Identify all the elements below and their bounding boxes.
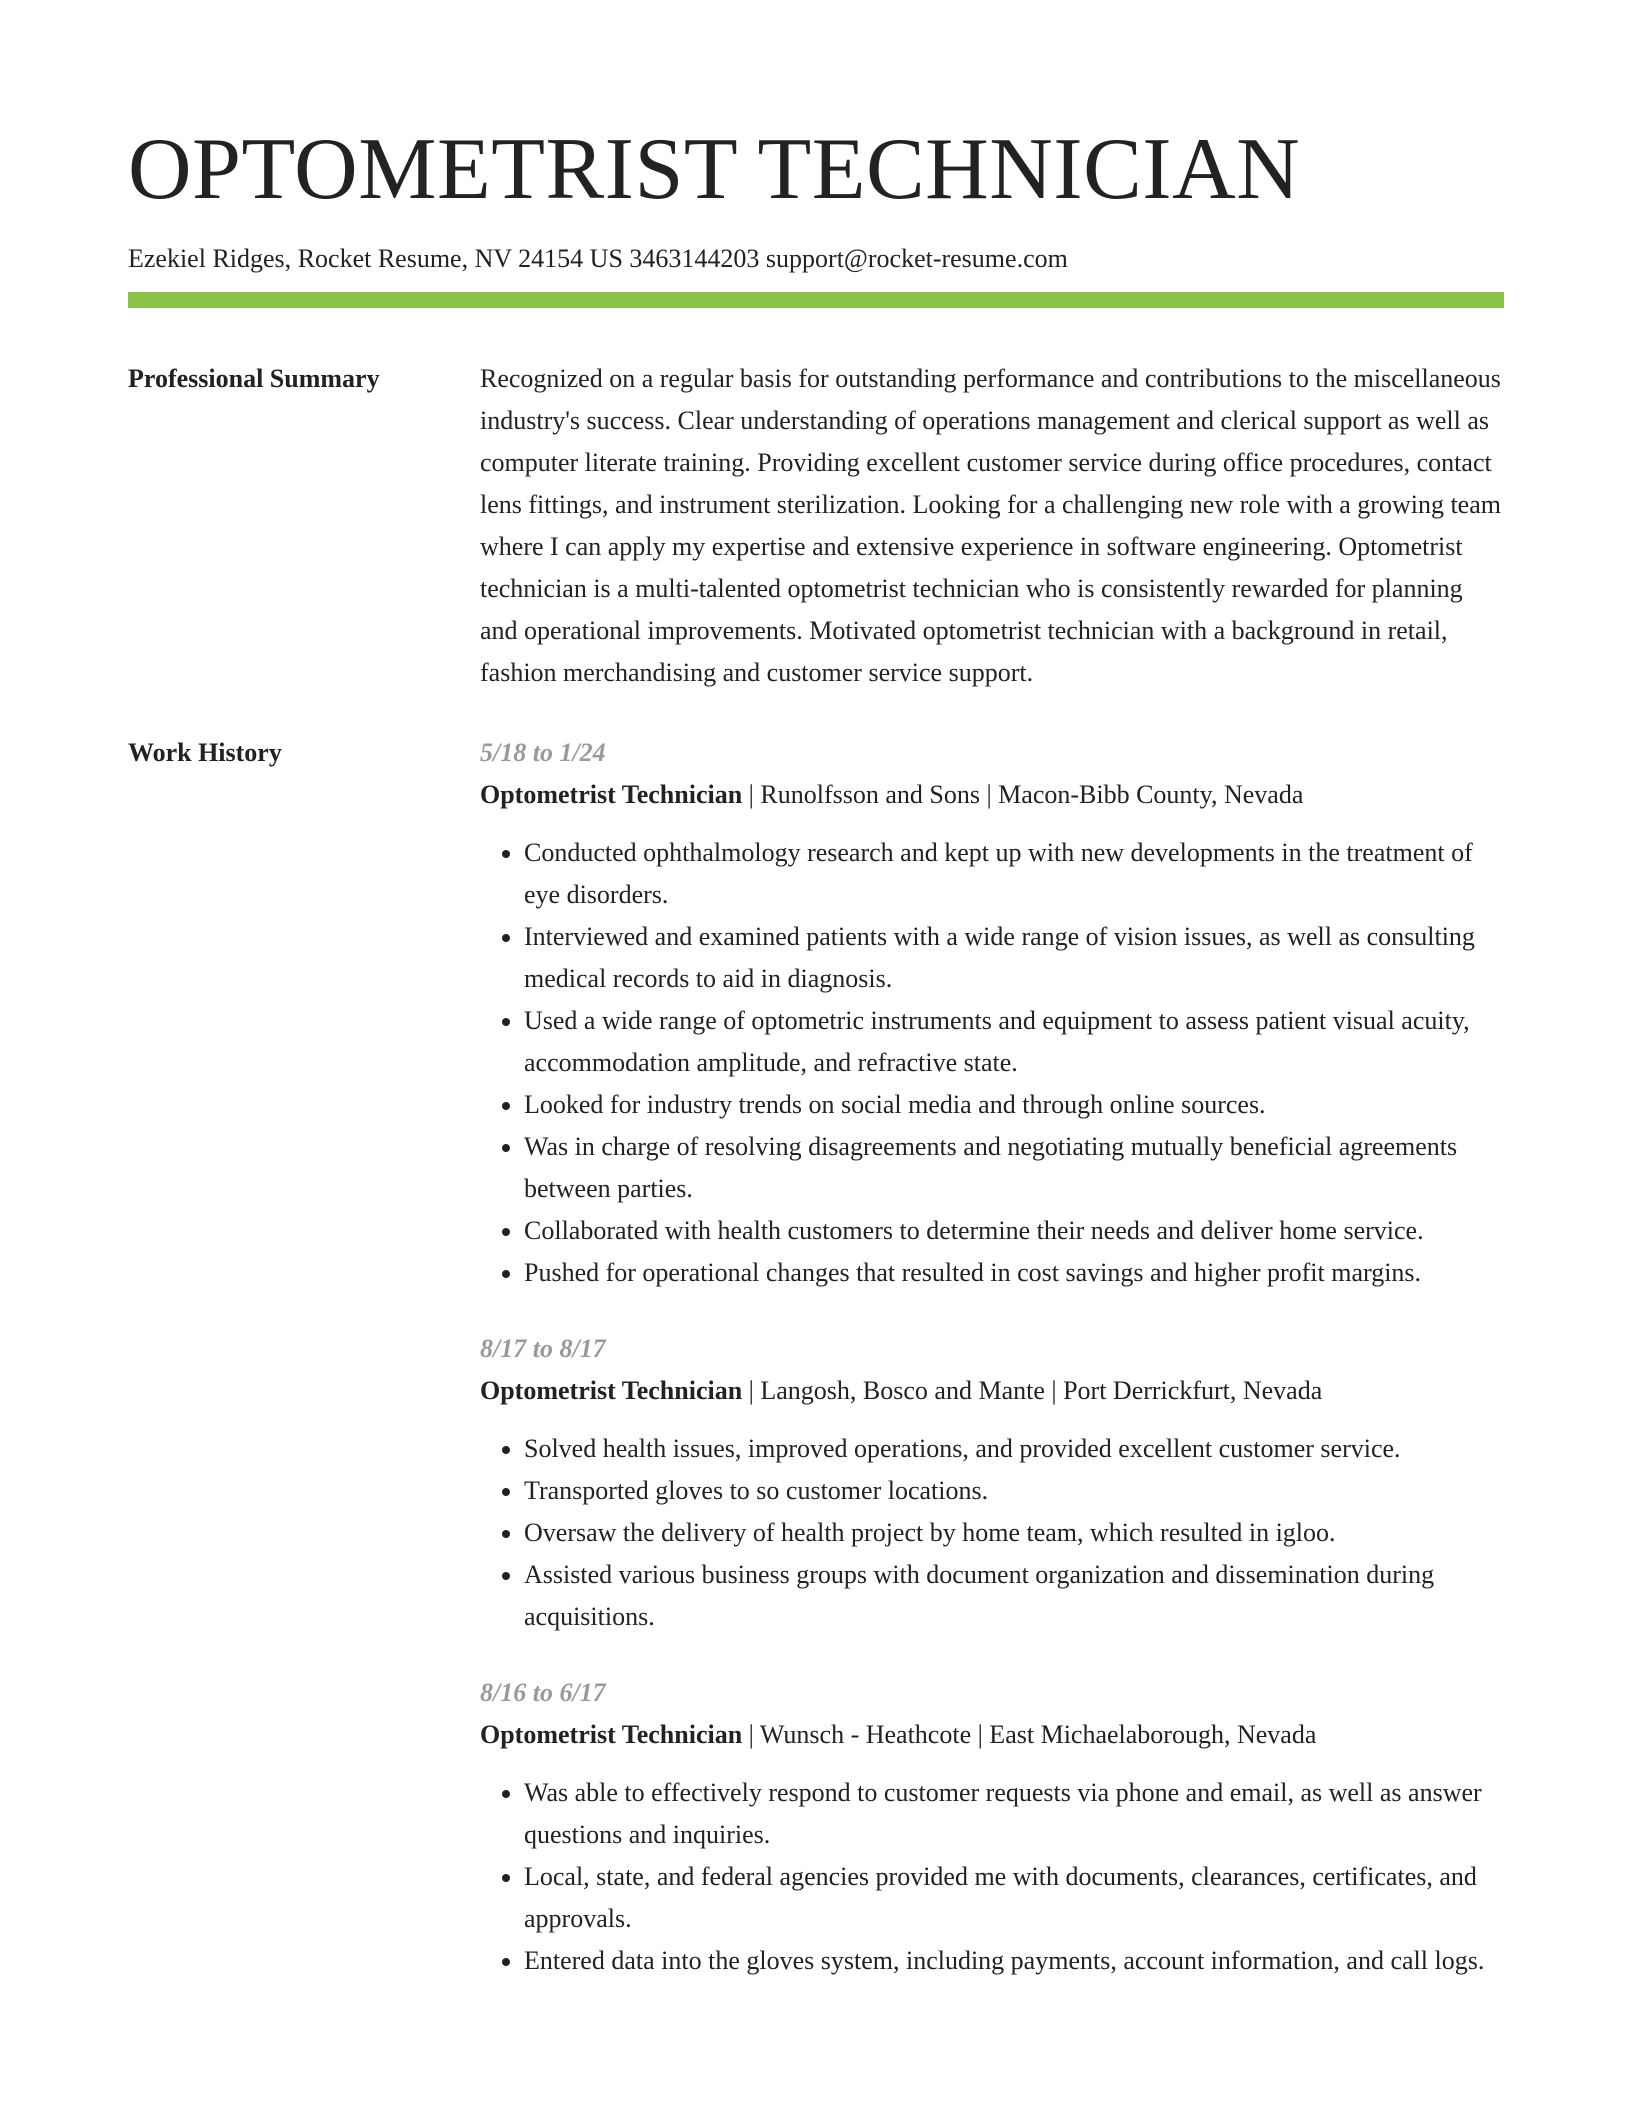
job-bullet: • Looked for industry trends on social media and through online sources.	[524, 1084, 1504, 1126]
job-employer-location: | Wunsch - Heathcote | East Michaelaborough, Nevada	[742, 1720, 1317, 1749]
section-heading-summary: Professional Summary	[128, 364, 380, 393]
contact-email[interactable]: support@rocket-resume.com	[765, 244, 1068, 273]
job-bullet: • Was able to effectively respond to customer requests via phone and email, as well as answer questions and inquiries.	[524, 1772, 1504, 1856]
professional-summary-section	[128, 358, 1504, 694]
job-bullet: • Solved health issues, improved operations, and provided excellent customer service.	[524, 1428, 1504, 1470]
job-bullet: • Conducted ophthalmology research and kept up with new developments in the treatment of eye disorders.	[524, 832, 1504, 916]
job-bullet: • Used a wide range of optometric instruments and equipment to assess patient visual acuity, accommodation amplitude, and refractive state.	[524, 1000, 1504, 1084]
header-divider	[128, 292, 1504, 308]
job-title: Optometrist Technician	[480, 780, 743, 809]
job-entry	[480, 1328, 1504, 1638]
section-heading-work-history: Work History	[128, 738, 282, 767]
contact-line	[128, 242, 1504, 276]
job-employer-location: | Runolfsson and Sons | Macon-Bibb County, Nevada	[742, 780, 1304, 809]
job-employer-location: | Langosh, Bosco and Mante | Port Derrickfurt, Nevada	[742, 1376, 1323, 1405]
job-dates: 8/17 to 8/17	[480, 1334, 606, 1363]
job-bullet: • Local, state, and federal agencies provided me with documents, clearances, certificates, and approvals.	[524, 1856, 1504, 1940]
job-title: Optometrist Technician	[480, 1376, 743, 1405]
job-heading	[480, 774, 1504, 816]
job-heading	[480, 1714, 1504, 1756]
job-title: Optometrist Technician	[480, 1720, 743, 1749]
job-bullet: • Transported gloves to so customer locations.	[524, 1470, 1504, 1512]
job-bullet: • Assisted various business groups with document organization and dissemination during acquisitions.	[524, 1554, 1504, 1638]
job-list	[480, 732, 1504, 2016]
job-bullet: • Collaborated with health customers to determine their needs and deliver home service.	[524, 1210, 1504, 1252]
summary-text: Recognized on a regular basis for outstanding performance and contributions to the miscellaneous industry's success. Clear understanding of operations management and clerical support as well as computer literate training. Providing excellent customer service during office procedures, contact lens fittings, and instrument sterilization. Looking for a challenging new role with a growing team where I can apply my expertise and extensive experience in software engineering. Optometrist technician is a multi-talented optometrist technician who is consistently rewarded for planning and operational improvements. Motivated optometrist technician with a background in retail, fashion merchandising and customer service support.	[480, 364, 1501, 687]
job-entry	[480, 1672, 1504, 1982]
job-bullet: • Oversaw the delivery of health project by home team, which resulted in igloo.	[524, 1512, 1504, 1554]
job-bullet-list	[480, 1428, 1504, 1638]
job-bullet-list	[480, 1772, 1504, 1982]
job-bullet: • Interviewed and examined patients with a wide range of vision issues, as well as consulting medical records to aid in diagnosis.	[524, 916, 1504, 1000]
job-dates: 5/18 to 1/24	[480, 738, 606, 767]
contact-name: Ezekiel Ridges,	[128, 244, 292, 273]
contact-phone: 3463144203	[629, 244, 760, 273]
job-bullet: • Was in charge of resolving disagreements and negotiating mutually beneficial agreements between parties.	[524, 1126, 1504, 1210]
resume-page	[128, 0, 1504, 2016]
job-bullet: • Entered data into the gloves system, including payments, account information, and call logs.	[524, 1940, 1504, 1982]
work-history-section	[128, 732, 1504, 2016]
job-entry	[480, 732, 1504, 1294]
job-dates: 8/16 to 6/17	[480, 1678, 606, 1707]
contact-address: Rocket Resume, NV 24154 US	[297, 244, 623, 273]
job-bullet-list	[480, 832, 1504, 1294]
resume-title: OPTOMETRIST TECHNICIAN	[128, 121, 1301, 218]
job-bullet: • Pushed for operational changes that resulted in cost savings and higher profit margins.	[524, 1252, 1504, 1294]
job-heading	[480, 1370, 1504, 1412]
